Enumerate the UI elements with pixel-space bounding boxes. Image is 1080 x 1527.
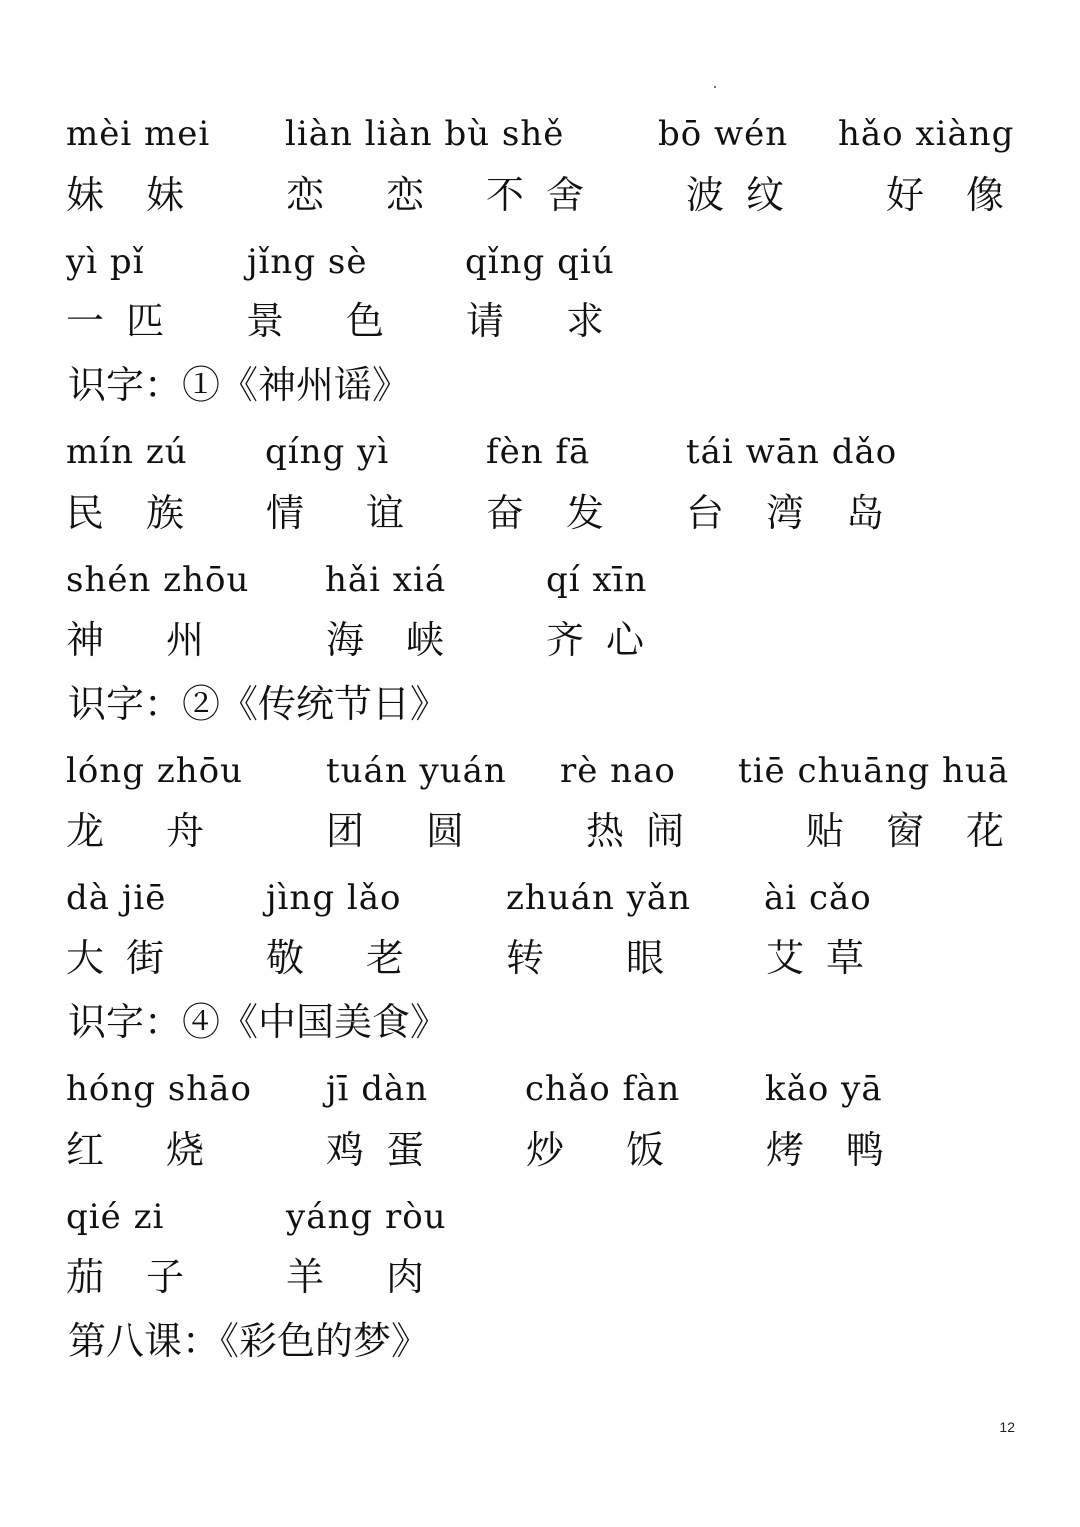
hanzi-char: 不	[486, 173, 525, 217]
pinyin-word: hǎi xiá	[325, 560, 447, 600]
pinyin-word: mín zú	[66, 432, 188, 472]
pinyin-word: hóng shāo	[66, 1069, 252, 1109]
pinyin-word: bō wén	[658, 114, 789, 154]
lesson-heading: 识字：②《传统节日》	[68, 682, 449, 726]
hanzi-char: 心	[606, 618, 645, 662]
pinyin-word: kǎo yā	[765, 1069, 883, 1109]
hanzi-char: 像	[966, 173, 1005, 217]
hanzi-char: 谊	[366, 491, 405, 535]
pinyin-word: rè nao	[560, 751, 676, 791]
hanzi-char: 妹	[66, 173, 105, 217]
hanzi-char: 民	[66, 491, 105, 535]
hanzi-char: 炒	[526, 1128, 565, 1172]
hanzi-char: 圆	[426, 809, 465, 853]
hanzi-char: 齐	[546, 618, 585, 662]
pinyin-word: hǎo xiàng	[838, 114, 1015, 154]
pinyin-word: tái wān dǎo	[686, 432, 898, 472]
lesson-heading: 识字：④《中国美食》	[68, 1000, 449, 1044]
hanzi-char: 色	[346, 299, 385, 343]
hanzi-char: 舍	[546, 173, 585, 217]
page-number: 12	[999, 1419, 1015, 1435]
hanzi-char: 奋	[486, 491, 525, 535]
hanzi-char: 茄	[66, 1255, 105, 1299]
hanzi-char: 台	[686, 491, 725, 535]
hanzi-char: 花	[966, 809, 1005, 853]
pinyin-word: tiē chuāng huā	[738, 751, 1010, 791]
hanzi-char: 湾	[766, 491, 805, 535]
hanzi-char: 龙	[66, 809, 105, 853]
hanzi-char: 敬	[266, 936, 305, 980]
hanzi-char: 舟	[166, 809, 205, 853]
pinyin-word: qié zi	[66, 1197, 165, 1237]
hanzi-char: 好	[886, 173, 925, 217]
pinyin-word: mèi mei	[66, 114, 211, 154]
pinyin-word: liàn liàn bù shě	[285, 114, 565, 154]
hanzi-char: 恋	[286, 173, 325, 217]
pinyin-word: ài cǎo	[764, 878, 872, 918]
hanzi-char: 闹	[646, 809, 685, 853]
hanzi-char: 红	[66, 1128, 105, 1172]
hanzi-char: 求	[566, 299, 605, 343]
hanzi-char: 街	[126, 936, 165, 980]
hanzi-char: 情	[266, 491, 305, 535]
hanzi-char: 发	[566, 491, 605, 535]
stray-dot-mark	[714, 86, 716, 88]
hanzi-char: 老	[366, 936, 405, 980]
hanzi-char: 景	[246, 299, 285, 343]
pinyin-word: yáng ròu	[286, 1197, 447, 1237]
pinyin-word: zhuán yǎn	[506, 878, 692, 918]
hanzi-char: 热	[586, 809, 625, 853]
pinyin-word: chǎo fàn	[525, 1069, 681, 1109]
pinyin-word: tuán yuán	[326, 751, 507, 791]
hanzi-char: 请	[466, 299, 505, 343]
hanzi-char: 烧	[166, 1128, 205, 1172]
hanzi-char: 海	[326, 618, 365, 662]
hanzi-char: 大	[66, 936, 105, 980]
hanzi-char: 饭	[626, 1128, 665, 1172]
hanzi-char: 眼	[626, 936, 665, 980]
pinyin-word: qǐng qiú	[465, 242, 615, 282]
hanzi-char: 妹	[146, 173, 185, 217]
pinyin-word: shén zhōu	[66, 560, 250, 600]
hanzi-char: 烤	[766, 1128, 805, 1172]
hanzi-char: 羊	[286, 1255, 325, 1299]
hanzi-char: 州	[166, 618, 205, 662]
hanzi-char: 肉	[386, 1255, 425, 1299]
hanzi-char: 团	[326, 809, 365, 853]
pinyin-word: qí xīn	[546, 560, 648, 600]
lesson-heading: 第八课：《彩色的梦》	[68, 1319, 430, 1363]
pinyin-word: jìng lǎo	[266, 878, 402, 918]
pinyin-word: jǐng sè	[247, 242, 368, 282]
hanzi-char: 族	[146, 491, 185, 535]
pinyin-word: dà jiē	[66, 878, 167, 918]
hanzi-char: 艾	[766, 936, 805, 980]
pinyin-word: fèn fā	[486, 432, 591, 472]
hanzi-char: 恋	[386, 173, 425, 217]
hanzi-char: 波	[686, 173, 725, 217]
hanzi-char: 峡	[406, 618, 445, 662]
hanzi-char: 贴	[806, 809, 845, 853]
hanzi-char: 纹	[746, 173, 785, 217]
hanzi-char: 神	[66, 618, 105, 662]
hanzi-char: 草	[826, 936, 865, 980]
hanzi-char: 鸡	[326, 1128, 365, 1172]
hanzi-char: 转	[506, 936, 545, 980]
hanzi-char: 子	[146, 1255, 185, 1299]
hanzi-char: 窗	[886, 809, 925, 853]
pinyin-word: jī dàn	[326, 1069, 429, 1109]
lesson-heading: 识字：①《神州谣》	[68, 363, 411, 407]
hanzi-char: 蛋	[386, 1128, 425, 1172]
pinyin-word: yì pǐ	[66, 242, 145, 282]
hanzi-char: 匹	[126, 299, 165, 343]
hanzi-char: 一	[66, 299, 105, 343]
hanzi-char: 鸭	[846, 1128, 885, 1172]
pinyin-word: qíng yì	[265, 432, 390, 472]
pinyin-word: lóng zhōu	[66, 751, 243, 791]
hanzi-char: 岛	[846, 491, 885, 535]
